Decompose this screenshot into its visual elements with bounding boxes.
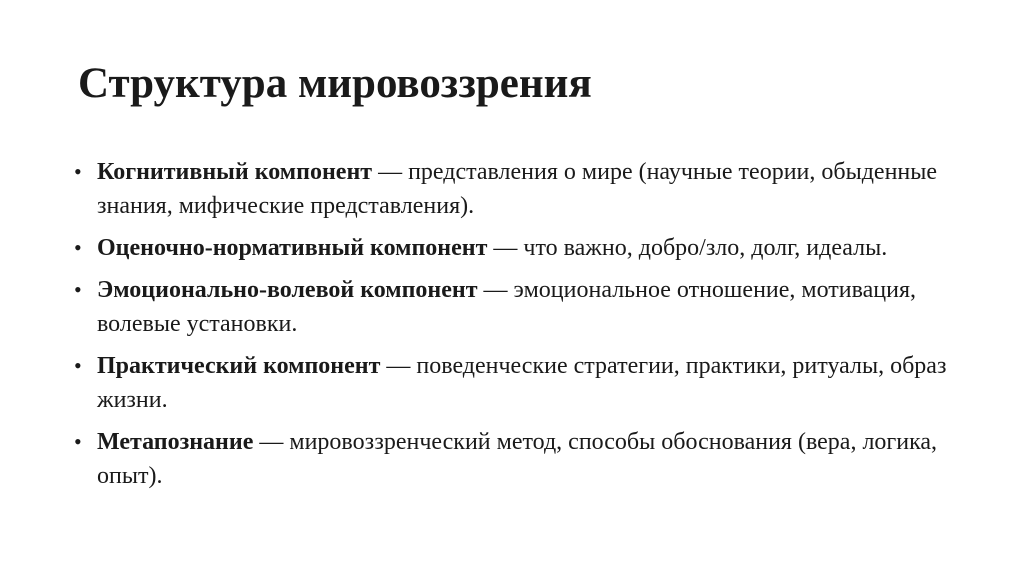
slide-title: Структура мировоззрения xyxy=(78,60,592,107)
bullet-icon: • xyxy=(74,159,82,184)
bullet-text: — поведенческие стратегии, практики, ритуалы, образ жизни. xyxy=(97,353,947,413)
bullet-icon: • xyxy=(74,353,82,378)
bullet-term: Эмоционально-волевой компонент xyxy=(97,277,478,303)
bullet-list xyxy=(74,155,954,501)
bullet-icon: • xyxy=(74,235,82,260)
bullet-text: — эмоциональное отношение, мотивация, волевые установки. xyxy=(97,277,916,337)
bullet-term: Метапознание xyxy=(97,429,254,455)
bullet-item-evaluative xyxy=(74,231,954,265)
bullet-term: Оценочно-нормативный компонент xyxy=(97,235,488,261)
bullet-item-practical xyxy=(74,349,954,417)
bullet-icon: • xyxy=(74,277,82,302)
bullet-term: Практический компонент xyxy=(97,353,381,379)
bullet-term: Когнитивный компонент xyxy=(97,159,373,185)
bullet-item-cognitive xyxy=(74,155,954,223)
bullet-text: — что важно, добро/зло, долг, идеалы. xyxy=(487,235,888,261)
bullet-text: — представления о мире (научные теории, обыденные знания, мифические представления). xyxy=(97,159,938,219)
bullet-item-metacognition xyxy=(74,425,954,493)
bullet-text: — мировоззренческий метод, способы обоснования (вера, логика, опыт). xyxy=(97,429,938,489)
bullet-item-emotional xyxy=(74,273,954,341)
bullet-icon: • xyxy=(74,429,82,454)
